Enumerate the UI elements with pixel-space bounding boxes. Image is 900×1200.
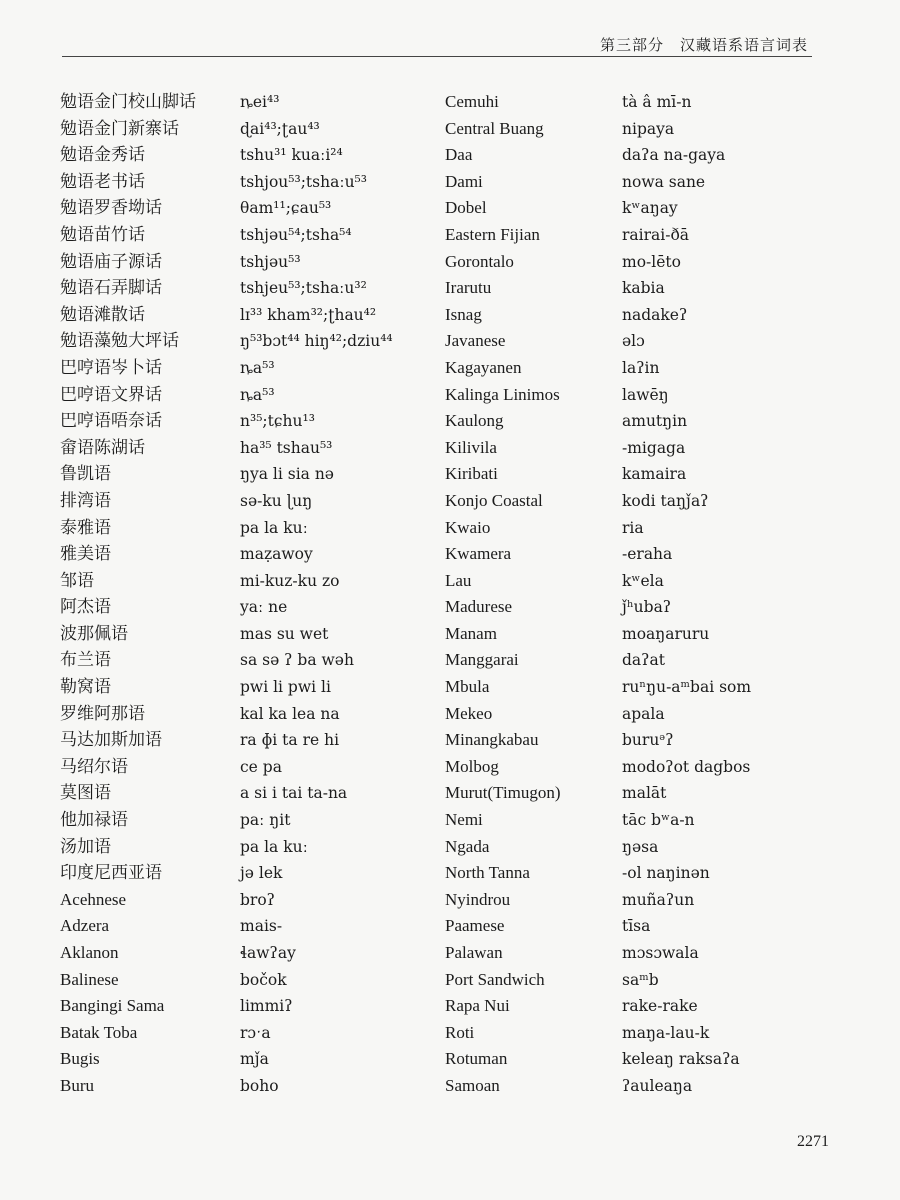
word-form-entry: mais- — [240, 917, 283, 936]
word-form-entry: -ol naŋinən — [622, 864, 710, 883]
language-name-entry: 勒窝语 — [60, 677, 111, 697]
word-form-entry: ha³⁵ tshau⁵³ — [240, 438, 333, 457]
language-name-entry: Mekeo — [445, 703, 493, 723]
word-form-entry: n³⁵;tɕhu¹³ — [240, 412, 315, 431]
word-form-entry: a si i tai ta-na — [240, 784, 348, 803]
word-form-entry: tshjou⁵³;tshaːu⁵³ — [240, 172, 367, 191]
word-form-entry: maẓawoy — [240, 545, 313, 564]
word-form-entry: nadakeʔ — [622, 305, 688, 324]
word-form-entry: broʔ — [240, 890, 275, 909]
language-name-entry: Nyindrou — [445, 889, 511, 909]
language-name-entry: Kwaio — [445, 517, 491, 537]
language-name-entry: 畲语陈湖话 — [60, 437, 145, 457]
language-name-entry: 汤加语 — [60, 836, 111, 856]
word-form-entry: laʔin — [622, 358, 660, 377]
word-form-entry: jə lek — [240, 864, 283, 883]
word-form-entry: tshjeu⁵³;tshaːu³² — [240, 279, 367, 298]
word-form-entry: kʷela — [622, 571, 664, 590]
language-name-entry: Dami — [445, 171, 483, 191]
word-form-entry: mo-lēto — [622, 252, 681, 271]
language-name-entry: Rapa Nui — [445, 996, 510, 1016]
language-name-entry: Daa — [445, 145, 473, 165]
language-name-entry: Madurese — [445, 597, 513, 617]
word-form-entry: limmiʔ — [240, 997, 293, 1016]
language-name-entry: Kilivila — [445, 437, 497, 457]
word-form-entry: modoʔot dagbos — [622, 757, 751, 776]
language-name-entry: 排湾语 — [60, 490, 111, 510]
language-name-entry: 勉语金门校山脚话 — [60, 92, 196, 111]
word-form-entry: tshjəu⁵⁴;tsha⁵⁴ — [240, 225, 352, 244]
language-name-entry: Bangingi Sama — [60, 996, 165, 1016]
word-form-entry: pwi li pwi li — [240, 678, 331, 697]
language-name-entry: 勉语金门新寨话 — [60, 118, 179, 138]
word-form-entry: yaː ne — [240, 598, 288, 617]
word-form-entry: ǰʰubaʔ — [622, 598, 672, 617]
language-name-entry: Kalinga Linimos — [445, 384, 560, 404]
language-name-entry: Balinese — [60, 969, 119, 989]
language-name-entry: Palawan — [445, 943, 503, 962]
language-name-entry: Batak Toba — [60, 1022, 138, 1042]
language-name-entry: Acehnese — [60, 889, 127, 909]
language-name-entry: 勉语石弄脚话 — [60, 278, 162, 298]
language-name-entry: Mbula — [445, 677, 490, 697]
word-form-entry: tāc bʷa-n — [622, 811, 695, 830]
language-name-entry: 罗维阿那语 — [60, 703, 145, 723]
language-name-entry: Kwamera — [445, 544, 512, 564]
language-name-entry: 波那佩语 — [60, 623, 128, 643]
language-name-entry: Aklanon — [60, 943, 119, 962]
language-name-entry: 勉语滩散话 — [60, 304, 145, 324]
word-form-entry: keleaŋ raksaʔa — [622, 1050, 740, 1069]
language-name-entry: 马绍尔语 — [60, 756, 128, 776]
language-name-entry: Cemuhi — [445, 92, 499, 111]
word-form-entry: daʔat — [622, 651, 665, 670]
language-name-entry: Samoan — [445, 1075, 500, 1095]
header-rule — [62, 56, 812, 57]
word-form-entry: boho — [240, 1076, 279, 1095]
language-name-entry: North Tanna — [445, 863, 530, 883]
language-name-entry: 泰雅语 — [60, 517, 111, 537]
word-form-entry: tà â mī-n — [622, 93, 692, 111]
word-form-entry: ŋ⁵³bɔt⁴⁴ hiŋ⁴²;dziu⁴⁴ — [240, 332, 393, 351]
word-form-entry: -migaga — [622, 438, 686, 457]
word-form-entry: mi-kuz-ku zo — [240, 571, 340, 590]
language-name-entry: 巴哼语唔奈话 — [60, 411, 162, 431]
language-name-entry: 马达加斯加语 — [60, 730, 162, 750]
word-form-entry: saᵐb — [622, 970, 659, 989]
language-name-entry: Port Sandwich — [445, 969, 545, 989]
language-name-entry: Manam — [445, 623, 497, 643]
language-name-entry: Minangkabau — [445, 730, 539, 750]
word-form-entry: pa la kuː — [240, 837, 308, 856]
word-form-entry: θam¹¹;ɕau⁵³ — [240, 199, 332, 218]
language-name-entry: Molbog — [445, 756, 499, 776]
word-form-entry: ɖai⁴³;ʈau⁴³ — [240, 119, 320, 138]
word-form-entry: kodi taŋǰaʔ — [622, 491, 709, 510]
word-form-entry: ruⁿŋu-aᵐbai som — [622, 678, 752, 697]
word-form-entry: tshjəu⁵³ — [240, 252, 301, 271]
language-name-entry: Ngada — [445, 836, 490, 856]
word-form-entry: sa sə ʔ ba wəh — [240, 651, 354, 670]
word-form-entry: rɔˑa — [240, 1023, 271, 1042]
word-form-entry: kʷaŋay — [622, 199, 678, 218]
word-form-entry: ɬawʔay — [240, 944, 296, 962]
word-form-entry: ce pa — [240, 757, 282, 776]
word-form-entry: ra ɸi ta re hi — [240, 731, 340, 750]
word-form-entry: lawēŋ — [622, 385, 669, 404]
word-form-entry: maŋa-lau-k — [622, 1023, 710, 1042]
language-name-entry: 勉语庙子源话 — [60, 251, 162, 271]
language-name-entry: Central Buang — [445, 118, 544, 138]
language-name-entry: 邹语 — [60, 570, 94, 590]
word-form-entry: ʔauleaŋa — [622, 1076, 693, 1095]
word-form-entry: tshu³¹ kuaːi²⁴ — [240, 146, 343, 165]
language-name-entry: 鲁凯语 — [60, 464, 111, 484]
language-name-entry: Buru — [60, 1075, 94, 1095]
word-form-entry: daʔa na-gaya — [622, 146, 726, 165]
word-form-entry: moaŋaruru — [622, 624, 710, 643]
language-name-entry: Konjo Coastal — [445, 490, 543, 510]
word-form-entry: əlɔ — [622, 332, 645, 351]
word-form-entry: ŋəsa — [622, 837, 659, 856]
word-form-entry: kal ka lea na — [240, 704, 340, 723]
word-form-entry: kamaira — [622, 465, 687, 484]
language-name-entry: Dobel — [445, 198, 487, 218]
language-name-entry: Roti — [445, 1022, 475, 1042]
language-name-entry: Kiribati — [445, 464, 498, 484]
word-form-entry: ria — [622, 518, 644, 537]
page-number: 2271 — [797, 1133, 829, 1150]
word-form-entry: mɔsɔwala — [622, 944, 699, 962]
language-name-entry: Lau — [445, 570, 472, 590]
word-forms-column-2 — [622, 89, 751, 1100]
word-form-entry: muñaʔun — [622, 890, 695, 909]
word-form-entry: mas su wet — [240, 624, 329, 643]
language-name-entry: 勉语苗竹话 — [60, 224, 145, 244]
language-name-entry: 他加禄语 — [60, 810, 128, 830]
language-name-entry: Bugis — [60, 1049, 100, 1069]
word-form-entry: malāt — [622, 784, 667, 803]
language-name-entry: Gorontalo — [445, 251, 514, 271]
word-form-entry: apala — [622, 704, 665, 723]
word-form-entry: bočok — [240, 970, 287, 989]
running-head: 第三部分 汉藏语系语言词表 — [599, 36, 808, 54]
language-name-entry: Manggarai — [445, 650, 519, 670]
word-form-entry: ȵei⁴³ — [240, 93, 280, 111]
word-form-entry: rake-rake — [622, 997, 698, 1016]
word-form-entry: kabia — [622, 279, 665, 298]
word-form-entry: sə-ku ɭuŋ — [240, 491, 313, 510]
language-name-entry: Javanese — [445, 331, 506, 351]
language-name-entry: 布兰语 — [60, 650, 111, 670]
language-name-entry: 勉语藻勉大坪话 — [60, 331, 179, 351]
language-name-entry: 勉语老书话 — [60, 171, 145, 191]
word-form-entry: pa la kuː — [240, 518, 308, 537]
language-name-entry: Rotuman — [445, 1049, 508, 1069]
language-name-entry: Nemi — [445, 810, 483, 830]
language-name-entry: 巴哼语岑卜话 — [60, 357, 162, 377]
word-form-entry: buruᵊʔ — [622, 731, 674, 750]
language-name-entry: 印度尼西亚语 — [60, 863, 162, 883]
language-name-entry: 莫图语 — [60, 783, 111, 803]
word-form-entry: mǰa — [240, 1050, 269, 1069]
word-form-entry: ŋya li sia nə — [240, 465, 334, 484]
word-form-entry: nipaya — [622, 119, 675, 138]
word-form-entry: nowa sane — [622, 172, 706, 191]
language-name-entry: Eastern Fijian — [445, 224, 540, 244]
word-form-entry: lɪ³³ kham³²;ʈhau⁴² — [240, 305, 377, 324]
language-name-entry: Adzera — [60, 916, 110, 936]
word-form-entry: ȵa⁵³ — [240, 385, 275, 404]
language-name-entry: 勉语罗香坳话 — [60, 198, 162, 218]
language-name-entry: Kagayanen — [445, 357, 522, 377]
word-form-entry: tīsa — [622, 917, 651, 936]
language-name-entry: Isnag — [445, 304, 482, 324]
language-name-entry: 雅美语 — [60, 544, 111, 564]
language-name-entry: 阿杰语 — [60, 597, 111, 617]
language-names-column-2 — [445, 89, 561, 1100]
word-form-entry: ȵa⁵³ — [240, 358, 275, 377]
language-name-entry: Murut(Timugon) — [445, 783, 561, 803]
language-name-entry: Irarutu — [445, 278, 492, 298]
language-names-column-1 — [60, 89, 196, 1100]
word-forms-column-1 — [240, 89, 393, 1100]
language-name-entry: Kaulong — [445, 411, 504, 431]
language-name-entry: 巴哼语文界话 — [60, 384, 162, 404]
word-form-entry: rairai-ðā — [622, 225, 690, 244]
word-form-entry: paː ŋit — [240, 811, 291, 830]
language-name-entry: 勉语金秀话 — [60, 145, 145, 165]
word-form-entry: -eraha — [622, 545, 673, 564]
language-name-entry: Paamese — [445, 916, 505, 936]
word-form-entry: amutŋin — [622, 412, 688, 431]
